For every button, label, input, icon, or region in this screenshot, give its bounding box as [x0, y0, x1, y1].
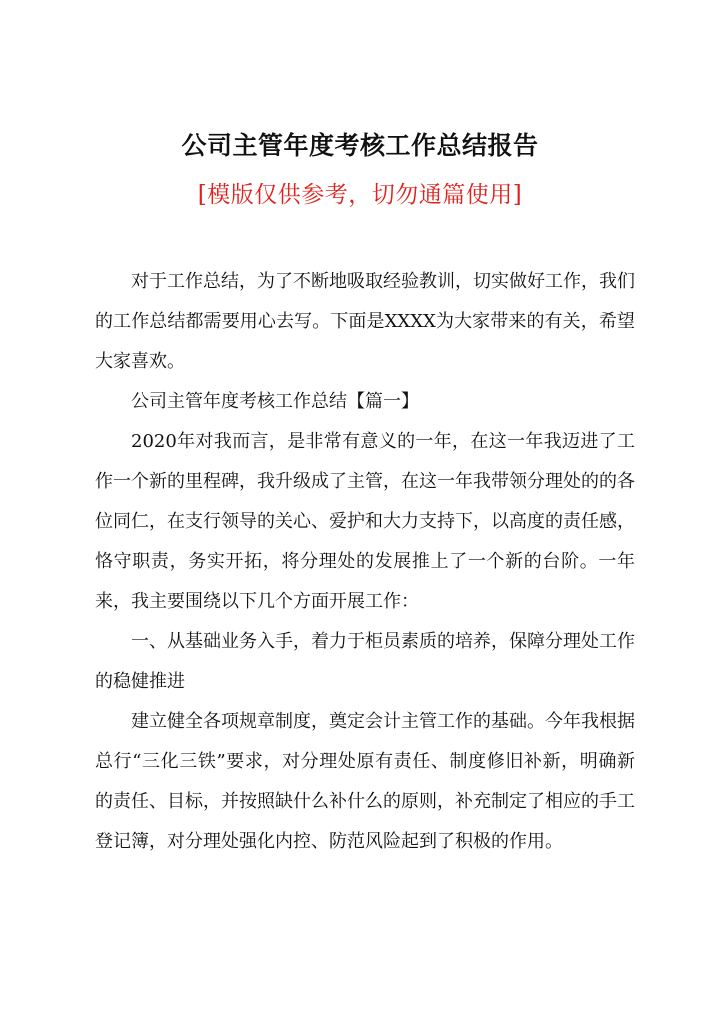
document-title: 公司主管年度考核工作总结报告 — [181, 131, 539, 160]
document-body — [95, 262, 635, 862]
body-paragraph: 建立健全各项规章制度，奠定会计主管工作的基础。今年我根据总行“三化三铁”要求，对分理处原有责任、制度修旧补新，明确新的责任、目标，并按照缺什么补什么的原则，补充制定了相应的手工登记簿，对分理处强化内控、防范风险起到了积极的作用。 — [95, 711, 635, 852]
body-paragraph: 2020年对我而言，是非常有意义的一年，在这一年我迈进了工作一个新的里程碑，我升级成了主管，在这一年我带领分理处的的各位同仁，在支行领导的关心、爱护和大力支持下，以高度的责任感，恪守职责，务实开拓，将分理处的发展推上了一个新的台阶。一年来，我主要围绕以下几个方面开展工作： — [95, 431, 635, 612]
section-heading: 公司主管年度考核工作总结【篇一】 — [131, 391, 419, 412]
document-subtitle: [模版仅供参考，切勿通篇使用] — [197, 182, 523, 208]
subsection-heading: 一、从基础业务入手，着力于柜员素质的培养，保障分理处工作的稳健推进 — [95, 631, 635, 692]
intro-paragraph: 对于工作总结，为了不断地吸取经验教训，切实做好工作，我们的工作总结都需要用心去写。下面是XXXX为大家带来的有关，希望大家喜欢。 — [95, 271, 635, 372]
